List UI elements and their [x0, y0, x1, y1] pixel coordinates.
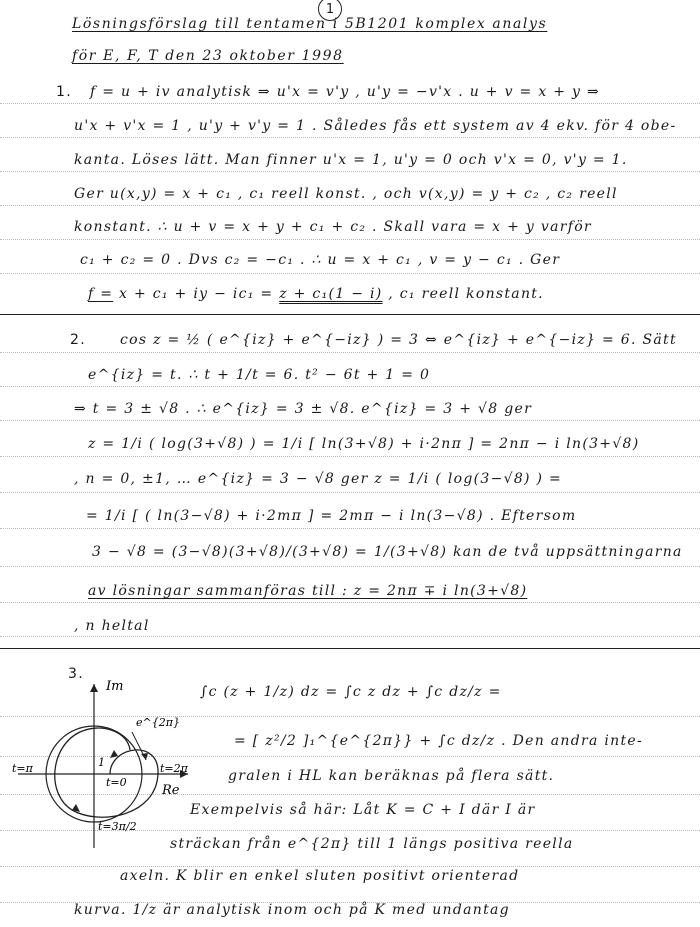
ruled-line	[0, 386, 700, 387]
problem-2-line: e^{iz} = t. ∴ t + 1/t = 6. t² − 6t + 1 = 0	[88, 367, 431, 383]
problem-1-line: u'x + v'x = 1 , u'y + v'y = 1 . Således fås ett system av 4 ekv. för 4 obe-	[74, 118, 677, 134]
problem-2-line: = 1/i [ ( ln(3−√8) + i·2mπ ] = 2mπ − i ln(3−√8) . Eftersom	[86, 508, 577, 524]
label-t3pi2: t=3π/2	[98, 820, 137, 833]
problem-3-line: = [ z²/2 ]₁^{e^{2π}} + ∫c dz/z . Den andra inte-	[234, 733, 644, 749]
problem-3-line: gralen i HL kan beräknas på flera sätt.	[228, 768, 555, 784]
problem-3-number: 3.	[68, 666, 84, 682]
header-title-line1: Lösningsförslag till tentamen i 5B1201 komplex analys	[72, 16, 548, 32]
axis-label-re: Re	[162, 783, 180, 798]
answer-condition: , c₁ reell konstant.	[382, 286, 544, 302]
problem-1-line: kanta. Löses lätt. Man finner u'x = 1, u'y = 0 och v'x = 0, v'y = 1.	[74, 152, 628, 168]
problem-2-line: av lösningar sammanföras till : z = 2nπ ∓ i ln(3+√8)	[88, 583, 528, 599]
problem-1-line: c₁ + c₂ = 0 . Dvs c₂ = −c₁ . ∴ u = x + c₁ , v = y − c₁ . Ger	[80, 252, 561, 268]
ruled-line	[0, 566, 700, 567]
problem-1-number: 1.	[56, 84, 72, 100]
problem-1-answer-line	[88, 286, 544, 302]
problem-2-line: ⇒ t = 3 ± √8 . ∴ e^{iz} = 3 ± √8. e^{iz} = 3 + √8 ger	[74, 401, 533, 417]
problem-1-line: f = u + iv analytisk ⇒ u'x = v'y , u'y = −v'x . u + v = x + y ⇒	[90, 84, 601, 100]
problem-1-line: Ger u(x,y) = x + c₁ , c₁ reell konst. , och v(x,y) = y + c₂ , c₂ reell	[74, 186, 618, 202]
ruled-line	[0, 420, 700, 421]
page-number: 1	[318, 0, 342, 21]
problem-2-line: z = 1/i ( log(3+√8) ) = 1/i [ ln(3+√8) + i·2nπ ] = 2nπ − i ln(3+√8)	[88, 436, 640, 452]
label-t2pi: t=2π	[160, 762, 188, 775]
problem-3-line: axeln. K blir en enkel sluten positivt orienterad	[120, 868, 520, 884]
contour-figure	[10, 676, 200, 852]
ruled-line	[0, 137, 700, 138]
label-tpi: t=π	[12, 762, 33, 775]
ruled-line	[0, 171, 700, 172]
ruled-line	[0, 352, 700, 353]
ruled-line	[0, 636, 700, 637]
imag-axis-arrow-icon	[90, 684, 98, 692]
ruled-line	[0, 239, 700, 240]
ruled-line	[0, 602, 700, 603]
ruled-line	[0, 492, 700, 493]
problem-2-line: , n = 0, ±1, … e^{iz} = 3 − √8 ger z = 1/i ( log(3−√8) ) =	[74, 471, 563, 487]
problem-2-line: 3 − √8 = (3−√8)(3+√8)/(3+√8) = 1/(3+√8) kan de två uppsättningarna	[92, 544, 683, 560]
problem-2-line: , n heltal	[74, 618, 150, 634]
answer-expansion: x + c₁ + iy − ic₁ =	[113, 286, 280, 302]
problem-2-number: 2.	[70, 332, 86, 348]
section-divider	[0, 314, 700, 315]
label-e2pi: e^{2π}	[136, 716, 180, 729]
direction-arrow-icon	[110, 750, 118, 758]
header-title-line2: för E, F, T den 23 oktober 1998	[72, 48, 344, 64]
ruled-line	[0, 456, 700, 457]
section-divider	[0, 648, 700, 649]
answer-f: f =	[88, 286, 114, 302]
problem-3-line: Exempelvis så här: Låt K = C + I där I är	[190, 802, 536, 818]
problem-2-line: cos z = ½ ( e^{iz} + e^{−iz} ) = 3 ⇔ e^{iz} + e^{−iz} = 6. Sätt	[120, 332, 677, 348]
ruled-line	[0, 866, 700, 867]
problem-1-line: konstant. ∴ u + v = x + y + c₁ + c₂ . Skall vara = x + y varför	[74, 219, 592, 235]
ruled-line	[0, 273, 700, 274]
label-one: 1	[98, 756, 105, 769]
problem-3-line: ∫c (z + 1/z) dz = ∫c z dz + ∫c dz/z =	[200, 684, 502, 700]
axis-label-im: Im	[106, 679, 124, 694]
ruled-line	[0, 103, 700, 104]
pointer-arrow-icon	[141, 753, 148, 760]
problem-3-line: sträckan från e^{2π} till 1 längs positiva reella	[170, 836, 574, 852]
problem-3-line: kurva. 1/z är analytisk inom och på K med undantag	[74, 902, 510, 918]
label-t0: t=0	[106, 776, 127, 789]
ruled-line	[0, 528, 700, 529]
ruled-line	[0, 205, 700, 206]
answer-boxed: z + c₁(1 − i)	[279, 286, 383, 302]
